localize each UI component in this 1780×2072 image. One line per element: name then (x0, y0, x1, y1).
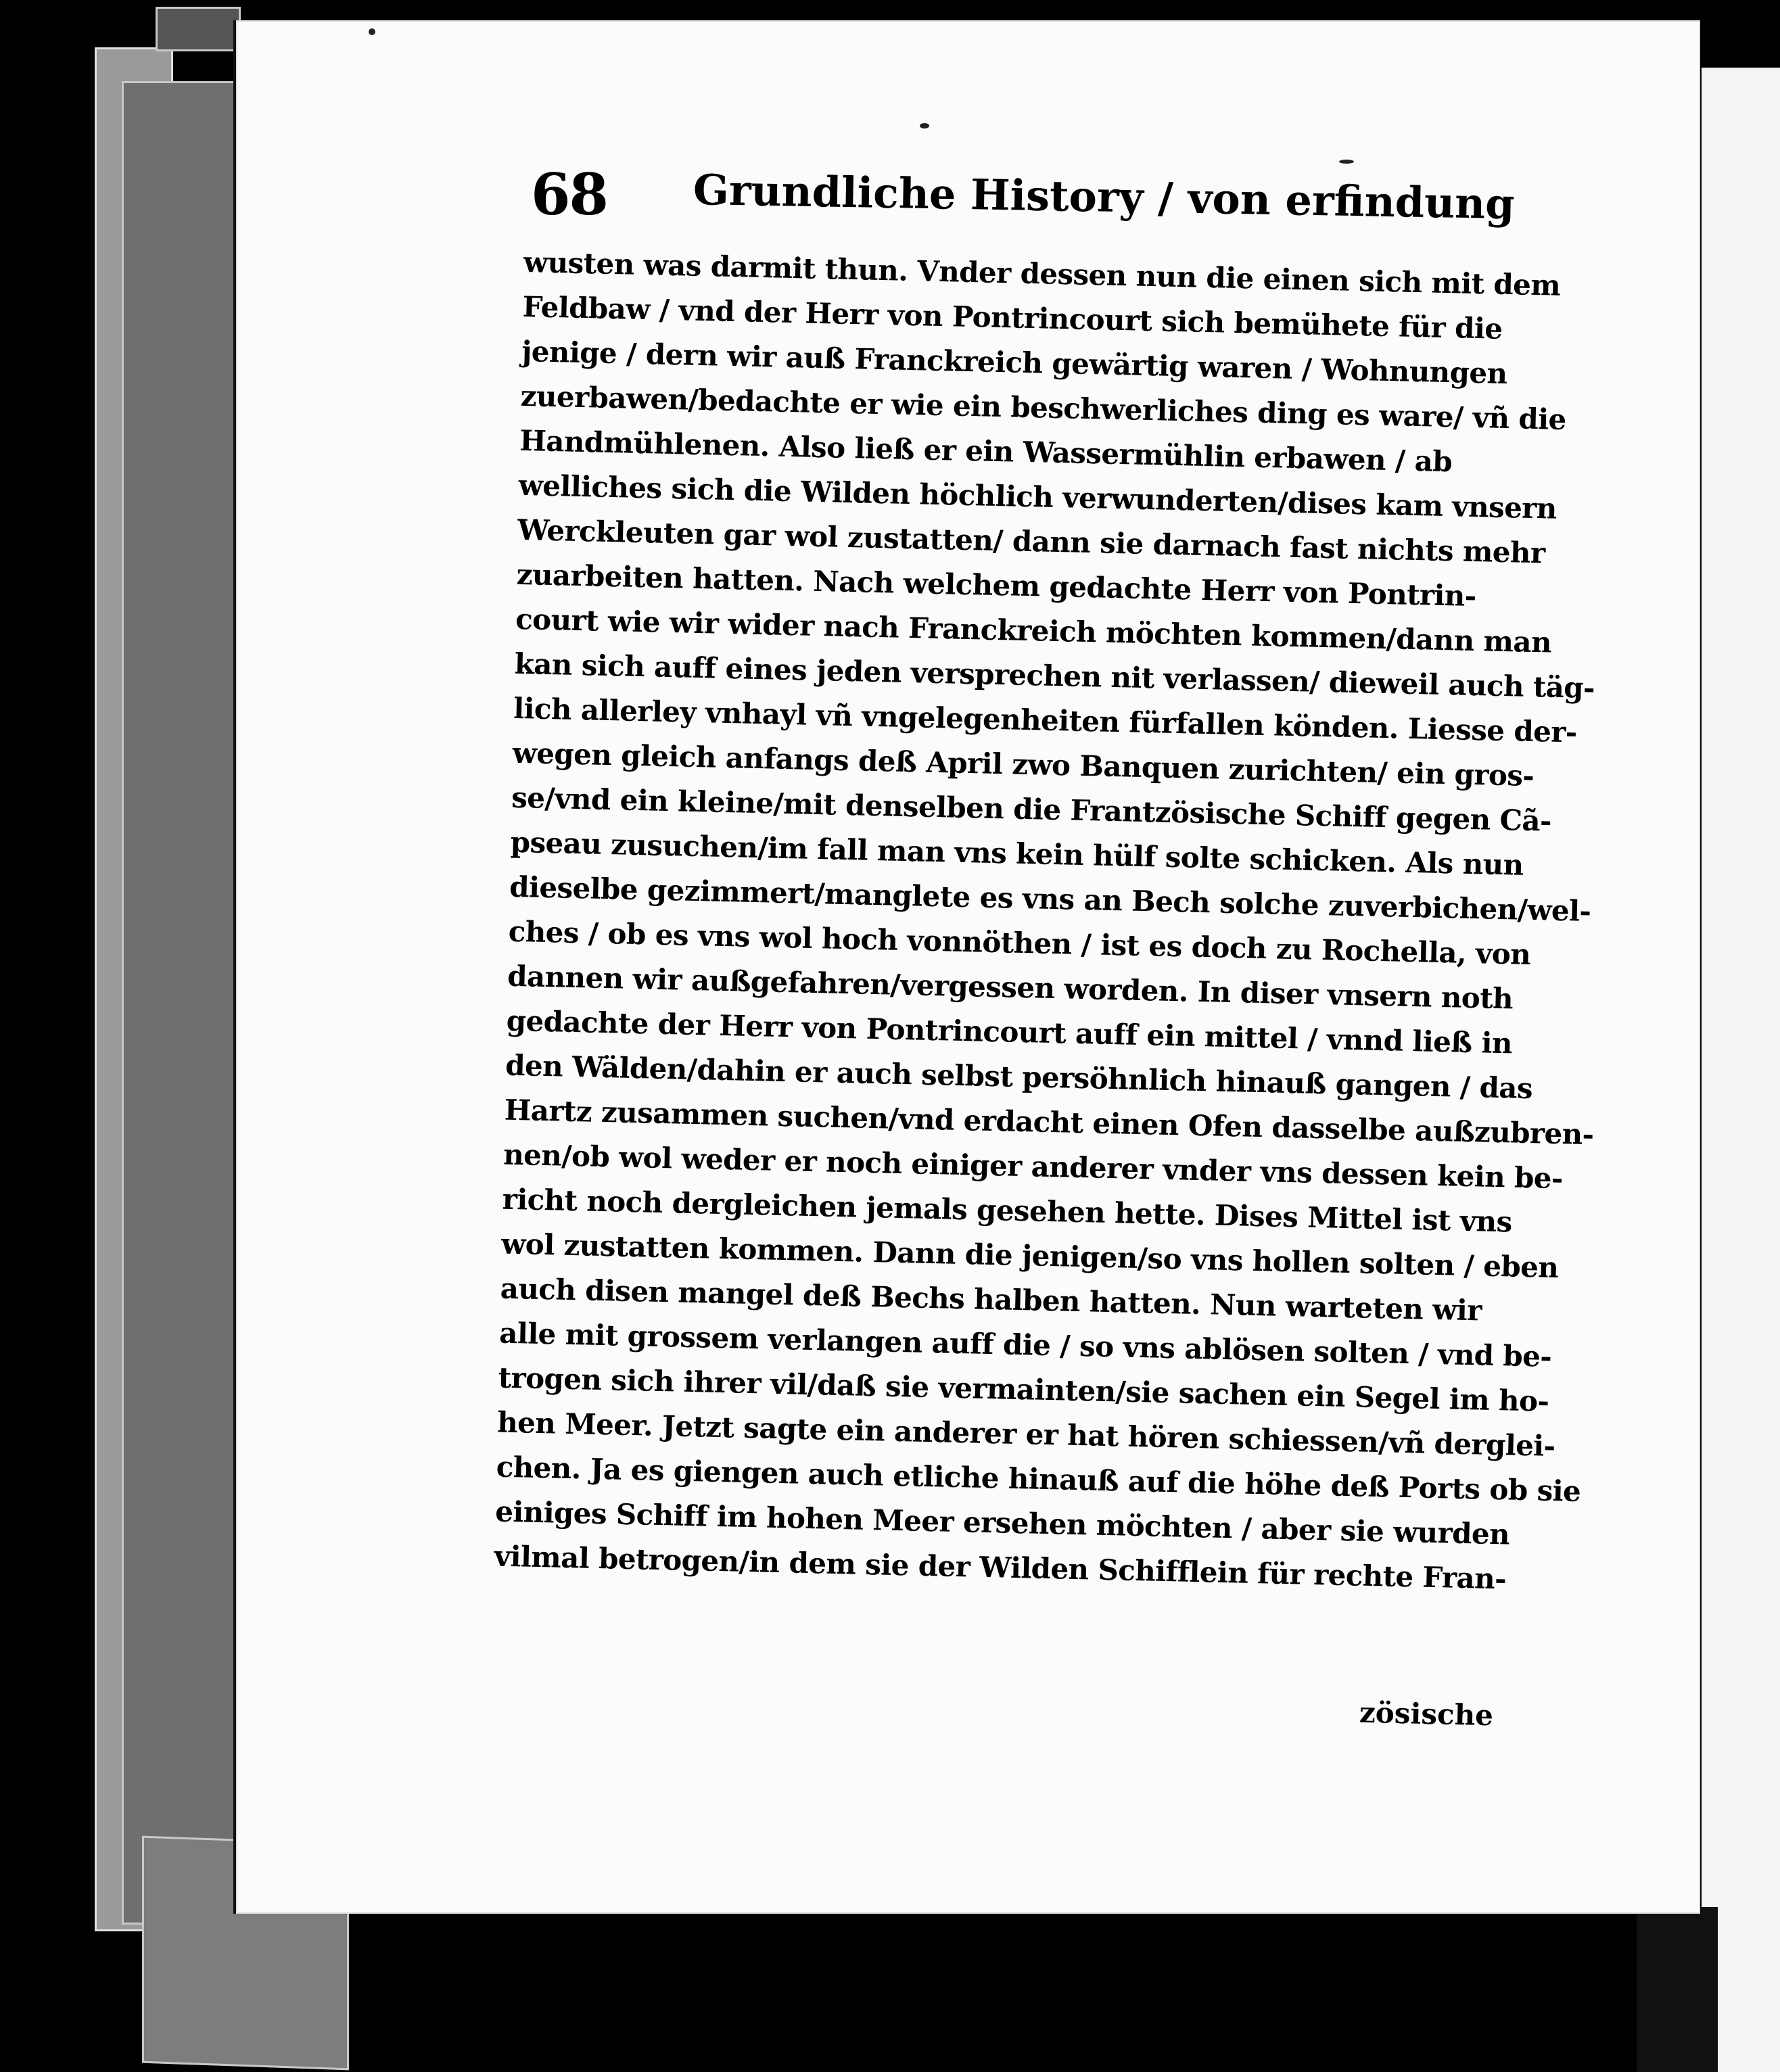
text-line: trogen sich ihrer vil/daß sie vermainten/sie sachen ein Segel im ho- (498, 1361, 1549, 1418)
facing-page-edge (1697, 68, 1780, 2072)
text-line: gedachte der Herr von Pontrincourt auff ein mittel / vnnd ließ in (506, 1004, 1513, 1060)
text-line: lich allerley vnhayl vñ vngelegenheiten fürfallen könden. Liesse der- (513, 691, 1578, 749)
text-line: wol zustatten kommen. Dann die jenigen/so vns hollen solten / eben (500, 1227, 1559, 1285)
text-line: zuarbeiten hatten. Nach welchem gedachte Herr von Pontrin- (516, 557, 1477, 613)
catchword: zösische (1359, 1695, 1494, 1733)
facing-page-shadow (1637, 1907, 1718, 2072)
page-number: 68 (531, 161, 607, 228)
text-line: wusten was darmit thun. Vnder dessen nun die einen sich mit dem (523, 245, 1561, 302)
page-edge-left-inner (122, 81, 241, 1925)
text-line: court wie wir wider nach Franckreich möchten kommen/dann man (515, 602, 1552, 659)
text-line: auch disen mangel deß Bechs halben hatten. Nun warteten wir (500, 1271, 1482, 1327)
text-line: zuerbawen/bedachte er wie ein beschwerliches ding es ware/ vñ die (520, 379, 1567, 437)
text-line: Handmühlenen. Also ließ er ein Wassermühlin erbawen / ab (519, 423, 1453, 479)
text-line: alle mit grossem verlangen auff die / so vns ablösen solten / vnd be- (498, 1316, 1552, 1373)
text-line: welliches sich die Wilden höchlich verwunderten/dises kam vnsern (518, 468, 1558, 525)
text-line: nen/ob wol weder er noch einiger anderer vnder vns dessen kein be- (502, 1137, 1564, 1196)
body-text (494, 240, 1595, 1601)
text-line: kan sich auff eines jeden versprechen nit verlassen/ dieweil auch täg- (514, 646, 1595, 705)
text-line: Feldbaw / vnd der Herr von Pontrincourt sich bemühete für die (522, 289, 1503, 346)
text-line: richt noch dergleichen jemals gesehen hette. Dises Mittel ist vns (502, 1182, 1513, 1239)
dust-speck (369, 28, 375, 35)
page-edge-top (156, 7, 241, 51)
text-line: chen. Ja es giengen auch etliche hinauß auf die höhe deß Ports ob sie (496, 1450, 1581, 1508)
text-line: wegen gleich anfangs deß April zwo Banquen zurichten/ ein gros- (512, 736, 1535, 793)
text-line: vilmal betrogen/in dem sie der Wilden Schifflein für rechte Fran- (494, 1539, 1507, 1596)
text-line: hen Meer. Jetzt sagte ein anderer er hat hören schiessen/vñ derglei- (496, 1405, 1555, 1463)
text-line: Hartz zusammen suchen/vnd erdacht einen Ofen dasselbe außzubren- (504, 1093, 1594, 1152)
text-line: dieselbe gezimmert/manglete es vns an Bech solche zuverbichen/wel- (509, 870, 1591, 928)
page-header (531, 161, 1516, 235)
text-line: ches / ob es vns wol hoch vonnöthen / ist es doch zu Rochella, von (508, 914, 1531, 972)
text-line: se/vnd ein kleine/mit denselben die Frantzösische Schiff gegen Cã- (511, 780, 1552, 838)
text-line: einiges Schiff im hohen Meer ersehen möchten / aber sie wurden (494, 1494, 1510, 1551)
text-line: jenige / dern wir auß Franckreich gewärtig waren / Wohnungen (521, 334, 1508, 391)
running-title: Grundliche History / von erfindung (693, 165, 1516, 229)
text-line: pseau zusuchen/im fall man vns kein hülf solte schicken. Als nun (510, 825, 1524, 882)
text-line: den Wälden/dahin er auch selbst persöhnlich hinauß gangen / das (505, 1048, 1533, 1106)
text-line: dannen wir außgefahren/vergessen worden. In diser vnsern noth (507, 959, 1514, 1016)
dust-speck (920, 123, 929, 128)
text-line: Werckleuten gar wol zustatten/ dann sie darnach fast nichts mehr (517, 513, 1546, 570)
